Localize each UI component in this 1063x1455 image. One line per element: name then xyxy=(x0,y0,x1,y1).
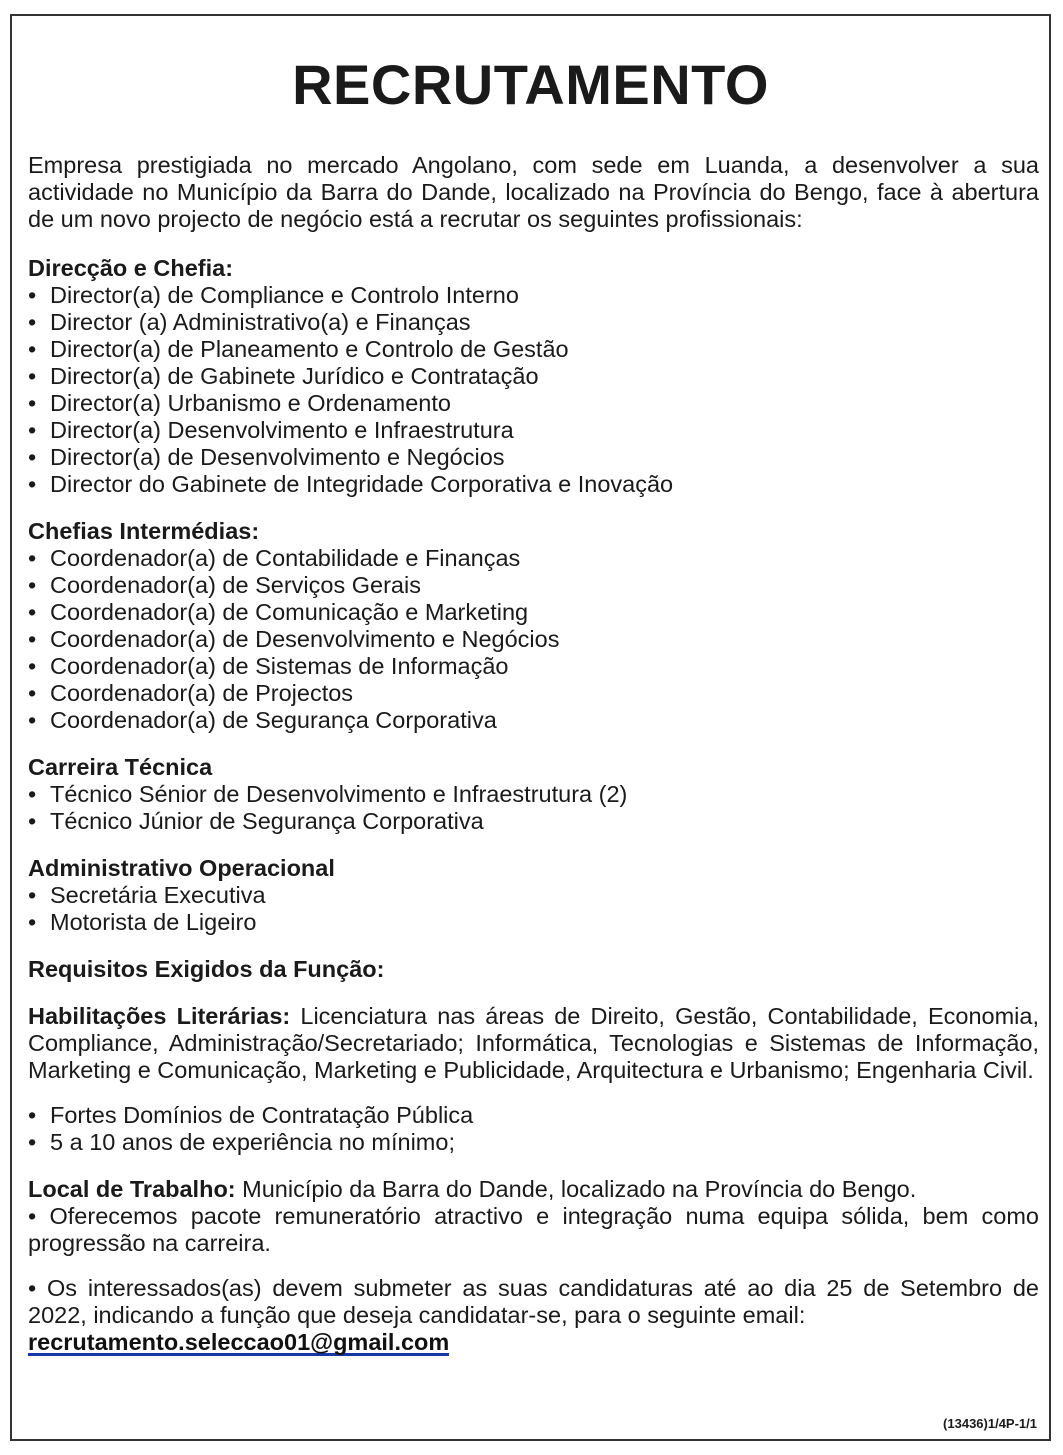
section-chefias xyxy=(28,518,1039,734)
local-text: Município da Barra do Dande, localizado na Província do Bengo. xyxy=(235,1176,917,1202)
application-paragraph: • Os interessados(as) devem submeter as suas candidaturas até ao dia 25 de Setembro de 2022, indicando a função que deseja candidatar-se, para o seguinte email: xyxy=(28,1275,1039,1328)
list-item: • Fortes Domínios de Contratação Pública xyxy=(28,1102,474,1128)
list-item: • Director(a) Urbanismo e Ordenamento xyxy=(28,390,451,416)
list-item: • Director(a) de Planeamento e Controlo de Gestão xyxy=(28,336,569,362)
list-item: • Director(a) Desenvolvimento e Infraestrutura xyxy=(28,417,514,443)
list-item: • Director do Gabinete de Integridade Corporativa e Inovação xyxy=(28,471,674,497)
local-paragraph xyxy=(28,1176,1039,1203)
list-item: • Técnico Júnior de Segurança Corporativa xyxy=(28,808,484,834)
email-link[interactable]: recrutamento.seleccao01@gmail.com xyxy=(28,1329,450,1355)
intro-paragraph: Empresa prestigiada no mercado Angolano, com sede em Luanda, a desenvolver a sua actividade no Município da Barra do Dande, localizado na Província do Bengo, face à abertura de um novo projecto de negócio está a recrutar os seguintes profissionais: xyxy=(28,152,1039,232)
job-list xyxy=(28,781,1039,835)
section-direccao xyxy=(28,255,1039,498)
section-heading: Carreira Técnica xyxy=(28,754,213,780)
requirements-list xyxy=(28,1102,1039,1156)
habilitacoes-label: Habilitações Literárias: xyxy=(28,1003,291,1029)
section-administrativo xyxy=(28,855,1039,936)
offer-paragraph: • Oferecemos pacote remuneratório atractivo e integração numa equipa sólida, bem como progressão na carreira. xyxy=(28,1203,1039,1256)
list-item: • 5 a 10 anos de experiência no mínimo; xyxy=(28,1129,455,1155)
job-list xyxy=(28,882,1039,936)
list-item: • Coordenador(a) de Segurança Corporativa xyxy=(28,707,497,733)
list-item: • Técnico Sénior de Desenvolvimento e Infraestrutura (2) xyxy=(28,781,628,807)
section-heading: Direcção e Chefia: xyxy=(28,255,234,281)
local-label: Local de Trabalho: xyxy=(28,1176,236,1202)
list-item: • Coordenador(a) de Contabilidade e Finanças xyxy=(28,545,521,571)
advert-content xyxy=(28,152,1039,1356)
list-item: • Director(a) de Gabinete Jurídico e Contratação xyxy=(28,363,539,389)
list-item: • Director(a) de Compliance e Controlo Interno xyxy=(28,282,519,308)
job-list xyxy=(28,282,1039,498)
list-item: • Coordenador(a) de Serviços Gerais xyxy=(28,572,421,598)
list-item: • Coordenador(a) de Desenvolvimento e Negócios xyxy=(28,626,560,652)
section-heading: Chefias Intermédias: xyxy=(28,518,260,544)
habilitacoes-text: Licenciatura nas áreas de Direito, Gestão, Contabilidade, Economia, Compliance, Administração/Secretariado; Informática, Tecnologias e Sistemas de Informação, Marketing e Comunicação, Marketing e Publicidade, Arquitectura e Urbanismo; Engenharia Civil. xyxy=(28,1003,1039,1083)
list-item: • Director(a) de Desenvolvimento e Negócios xyxy=(28,444,505,470)
ad-reference-code: (13436)1/4P-1/1 xyxy=(943,1416,1037,1431)
job-list xyxy=(28,545,1039,734)
requirements-heading: Requisitos Exigidos da Função: xyxy=(28,956,385,982)
advert-frame xyxy=(10,14,1051,1441)
page-title: RECRUTAMENTO xyxy=(292,53,769,116)
list-item: • Coordenador(a) de Projectos xyxy=(28,680,354,706)
list-item: • Coordenador(a) de Sistemas de Informação xyxy=(28,653,509,679)
list-item: • Coordenador(a) de Comunicação e Marketing xyxy=(28,599,529,625)
section-carreira-tecnica xyxy=(28,754,1039,835)
list-item: • Secretária Executiva xyxy=(28,882,266,908)
section-heading: Administrativo Operacional xyxy=(28,855,335,881)
list-item: • Director (a) Administrativo(a) e Finanças xyxy=(28,309,471,335)
list-item: • Motorista de Ligeiro xyxy=(28,909,257,935)
habilitacoes-paragraph xyxy=(28,1003,1039,1084)
